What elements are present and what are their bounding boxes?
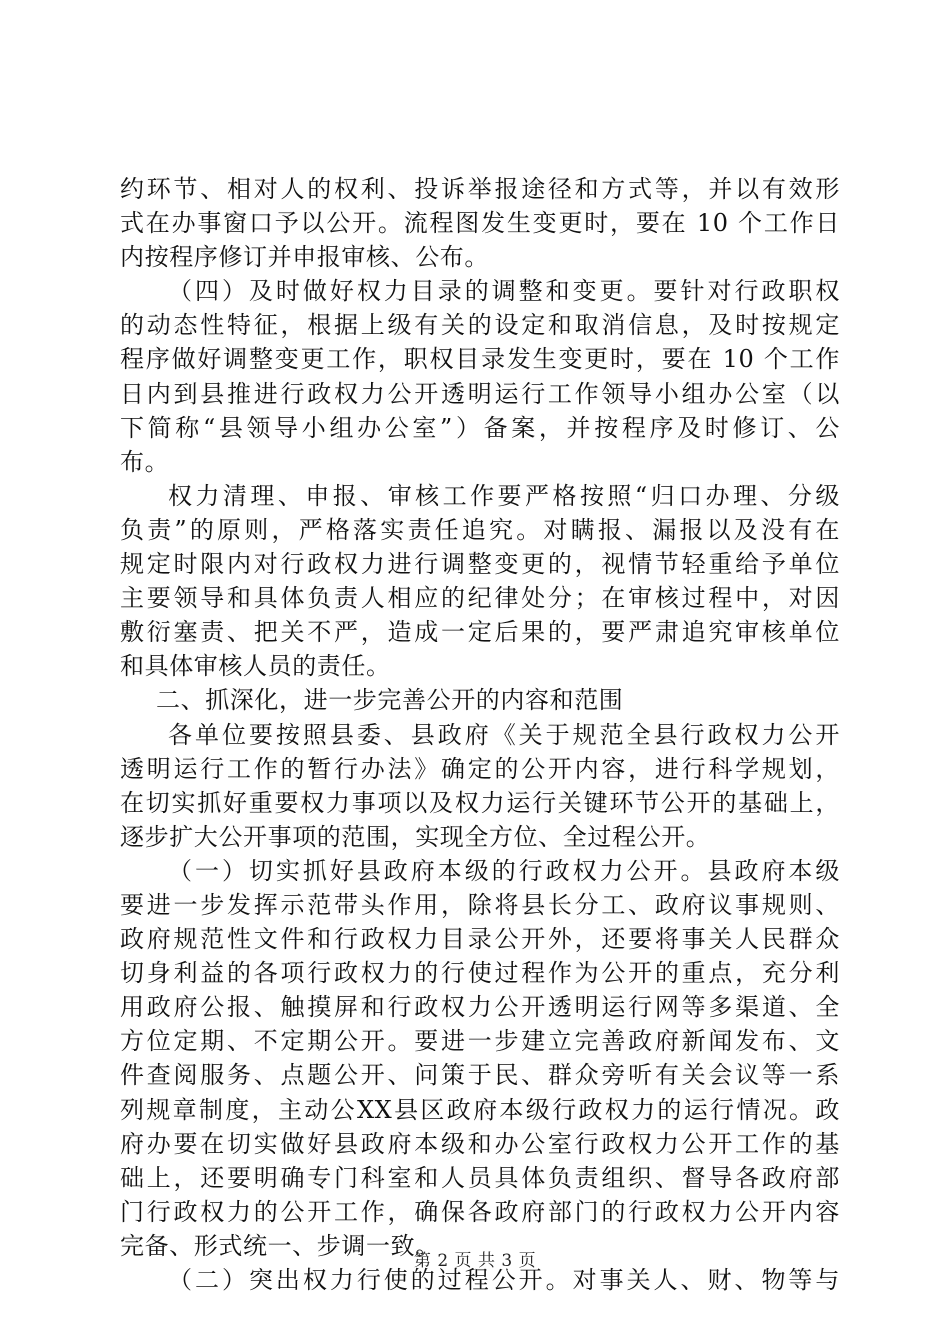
text-line: 的动态性特征，根据上级有关的设定和取消信息，及时按规定 [120, 311, 840, 340]
text-line: 约环节、相对人的权利、投诉举报途径和方式等，并以有效形 [120, 175, 840, 203]
text-line: （一）切实抓好县政府本级的行政权力公开。县政府本级 [168, 856, 840, 885]
text-line: 规定时限内对行政权力进行调整变更的，视情节轻重给予单位 [120, 550, 840, 579]
text-line: 门行政权力的公开工作，确保各政府部门的行政权力公开内容 [120, 1197, 840, 1226]
text-line: 主要领导和具体负责人相应的纪律处分；在审核过程中，对因 [120, 584, 840, 613]
text-line: 二、抓深化，进一步完善公开的内容和范围 [156, 686, 624, 715]
text-line: 各单位要按照县委、县政府《关于规范全县行政权力公开 [168, 720, 840, 749]
text-line: 列规章制度，主动公XX县区政府本级行政权力的运行情况。政 [120, 1095, 840, 1124]
text-line: 敷衍塞责、把关不严，造成一定后果的，要严肃追究审核单位 [120, 618, 840, 647]
text-line: 程序做好调整变更工作，职权目录发生变更时，要在 10 个工作 [120, 345, 840, 374]
text-line: 在切实抓好重要权力事项以及权力运行关键环节公开的基础上， [120, 788, 840, 817]
text-line: 础上，还要明确专门科室和人员具体负责组织、督导各政府部 [120, 1163, 840, 1192]
text-line: 权力清理、申报、审核工作要严格按照“归口办理、分级 [168, 481, 840, 510]
page-footer: 第 2 页 共 3 页 [413, 1251, 537, 1271]
text-line: 要进一步发挥示范带头作用，除将县长分工、政府议事规则、 [120, 890, 840, 919]
text-line: 日内到县推进行政权力公开透明运行工作领导小组办公室（以 [120, 379, 840, 408]
text-line: 透明运行工作的暂行办法》确定的公开内容，进行科学规划， [120, 754, 840, 783]
text-line: 式在办事窗口予以公开。流程图发生变更时，要在 10 个工作日 [120, 209, 840, 238]
text-line: （四）及时做好权力目录的调整和变更。要针对行政职权 [168, 277, 840, 306]
text-line: 和具体审核人员的责任。 [120, 652, 391, 681]
text-line: 府办要在切实做好县政府本级和办公室行政权力公开工作的基 [120, 1129, 840, 1158]
text-line: 负责”的原则，严格落实责任追究。对瞒报、漏报以及没有在 [120, 515, 840, 544]
text-line: 布。 [120, 447, 170, 476]
text-line: 方位定期、不定期公开。要进一步建立完善政府新闻发布、文 [120, 1027, 840, 1056]
text-line: 政府规范性文件和行政权力目录公开外，还要将事关人民群众 [120, 925, 840, 954]
text-line: （二）突出权力行使的过程公开。对事关人、财、物等与 [168, 1266, 840, 1294]
document-body [120, 172, 840, 1297]
text-line: 切身利益的各项行政权力的行使过程作为公开的重点，充分利 [120, 959, 840, 988]
text-line: 用政府公报、触摸屏和行政权力公开透明运行网等多渠道、全 [120, 993, 840, 1022]
text-line: 逐步扩大公开事项的范围，实现全方位、全过程公开。 [120, 822, 711, 851]
text-line: 下简称“县领导小组办公室”）备案，并按程序及时修订、公 [120, 413, 840, 442]
text-line: 完备、形式统一、步调一致。 [120, 1231, 440, 1260]
text-line: 内按程序修订并申报审核、公布。 [120, 243, 489, 272]
text-line: 件查阅服务、点题公开、问策于民、群众旁听有关会议等一系 [120, 1061, 840, 1090]
